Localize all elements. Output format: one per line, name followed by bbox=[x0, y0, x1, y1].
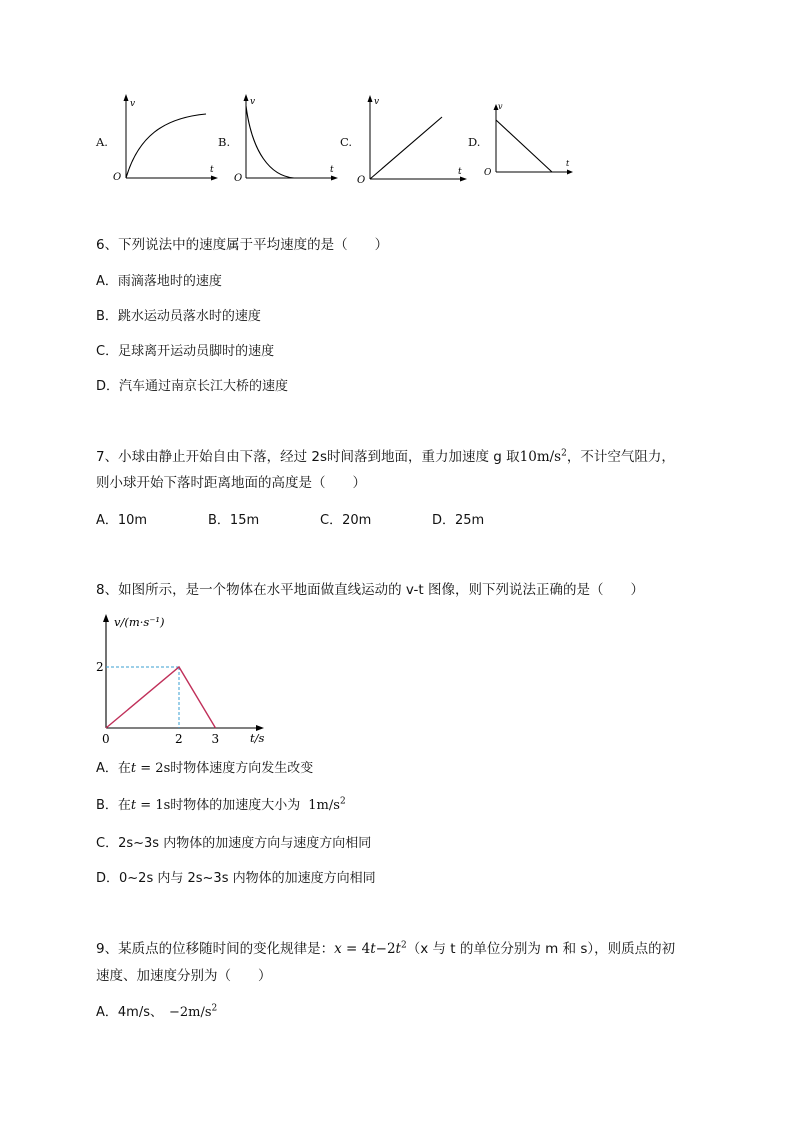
graph-d-y-label: v bbox=[498, 102, 503, 111]
q7-stem-a: 7、小球由静止开始自由下落，经过 2s时间落到地面，重力加速度 g 取 bbox=[96, 449, 520, 465]
q9-stem-line1 bbox=[96, 939, 675, 959]
graph-c-letter: C. bbox=[340, 135, 353, 149]
q8-option-a-prefix: A．在 bbox=[96, 761, 131, 776]
q6-option-a: A．雨滴落地时的速度 bbox=[96, 274, 222, 289]
q6-option-c: C．足球离开运动员脚时的速度 bbox=[96, 344, 275, 359]
q8-x-tick-2: 2 bbox=[175, 732, 183, 746]
graph-d-origin: O bbox=[484, 168, 492, 178]
q8-option-c: C．2s~3s 内物体的加速度方向与速度方向相同 bbox=[96, 836, 372, 851]
q9-option-a bbox=[96, 1004, 217, 1022]
q9-formula-t2: t bbox=[395, 941, 401, 957]
graph-a-x-label: t bbox=[210, 165, 214, 175]
graph-b-decaying-curve bbox=[230, 92, 342, 184]
q9-option-a-exp: 2 bbox=[211, 1003, 218, 1014]
graph-a-origin: O bbox=[113, 172, 122, 183]
graph-c-y-label: v bbox=[374, 97, 380, 107]
q8-option-b-eq: = 1s bbox=[136, 798, 171, 813]
q7-stem-line1 bbox=[96, 447, 675, 467]
q8-x-tick-3: 3 bbox=[211, 732, 220, 746]
q8-stem: 8、如图所示，是一个物体在水平地面做直线运动的 v-t 图像，则下列说法正确的是（ ） bbox=[96, 582, 644, 598]
graph-c-x-label: t bbox=[458, 167, 462, 177]
q6-option-b: B．跳水运动员落水时的速度 bbox=[96, 309, 261, 324]
q7-option-a: A．10m bbox=[96, 513, 148, 528]
q8-vt-chart bbox=[90, 610, 280, 748]
q9-option-a-prefix: A．4m/s、 bbox=[96, 1005, 163, 1020]
graph-c-origin: O bbox=[357, 175, 366, 186]
q8-x-axis-label: t/s bbox=[250, 731, 265, 745]
q7-g-value: 10m/s bbox=[519, 449, 562, 465]
graph-a-letter: A. bbox=[96, 135, 108, 149]
q8-option-d: D．0~2s 内与 2s~3s 内物体的加速度方向相同 bbox=[96, 871, 376, 886]
q9-formula-exp: 2 bbox=[400, 940, 407, 951]
q7-stem-line2: 则小球开始下落时距离地面的高度是（ ） bbox=[96, 475, 366, 491]
graph-b-letter: B. bbox=[218, 135, 231, 149]
q8-origin-label: 0 bbox=[102, 732, 110, 746]
q8-option-b-value: 1m/s bbox=[308, 798, 340, 813]
graph-d-letter: D. bbox=[468, 135, 481, 149]
q8-option-b bbox=[96, 797, 346, 815]
q9-option-a-value: −2m/s bbox=[168, 1005, 212, 1020]
graph-b-origin: O bbox=[234, 173, 243, 184]
q7-stem-b: ，不计空气阻力， bbox=[566, 449, 675, 465]
q8-option-a-var: t bbox=[130, 761, 137, 776]
graph-b-y-label: v bbox=[250, 97, 256, 107]
q8-option-a bbox=[96, 760, 313, 778]
graph-c-straight-increasing bbox=[354, 92, 472, 186]
graph-b-x-label: t bbox=[330, 165, 334, 175]
q8-y-axis-arrow bbox=[103, 614, 109, 622]
q8-y-axis-label: v/(m·s⁻¹) bbox=[114, 615, 165, 629]
q8-velocity-line bbox=[106, 667, 216, 728]
q8-option-b-suffix: 时物体的加速度大小为 bbox=[170, 798, 301, 813]
q9-formula-x: x bbox=[334, 941, 342, 957]
q7-option-d: D．25m bbox=[432, 513, 485, 528]
q7-g-exp: 2 bbox=[561, 448, 567, 459]
q8-option-b-exp: 2 bbox=[339, 796, 346, 807]
q8-option-b-prefix: B．在 bbox=[96, 798, 131, 813]
graph-a-concave-increasing bbox=[108, 92, 220, 184]
q8-option-b-var: t bbox=[130, 798, 137, 813]
q8-y-tick-2: 2 bbox=[96, 660, 104, 674]
q7-option-c: C．20m bbox=[320, 513, 372, 528]
q6-stem: 6、下列说法中的速度属于平均速度的是（ ） bbox=[96, 237, 389, 253]
q9-stem-line2: 速度、加速度分别为（ ） bbox=[96, 968, 272, 984]
graph-d-straight-decreasing bbox=[482, 100, 576, 180]
q6-option-d: D．汽车通过南京长江大桥的速度 bbox=[96, 379, 289, 394]
q8-option-a-eq: = 2s bbox=[136, 761, 171, 776]
graph-a-y-label: v bbox=[130, 99, 136, 109]
q8-option-a-suffix: 时物体速度方向发生改变 bbox=[170, 761, 314, 776]
q9-formula-eq: = 4 bbox=[341, 941, 371, 957]
graph-d-x-label: t bbox=[566, 159, 570, 168]
q9-stem-b: （x 与 t 的单位分别为 m 和 s），则质点的初 bbox=[406, 941, 676, 957]
q9-stem-a: 9、某质点的位移随时间的变化规律是： bbox=[96, 941, 335, 957]
q7-option-b: B．15m bbox=[208, 513, 260, 528]
q9-formula-minus: −2 bbox=[375, 941, 396, 957]
q9-formula-t1: t bbox=[370, 941, 376, 957]
